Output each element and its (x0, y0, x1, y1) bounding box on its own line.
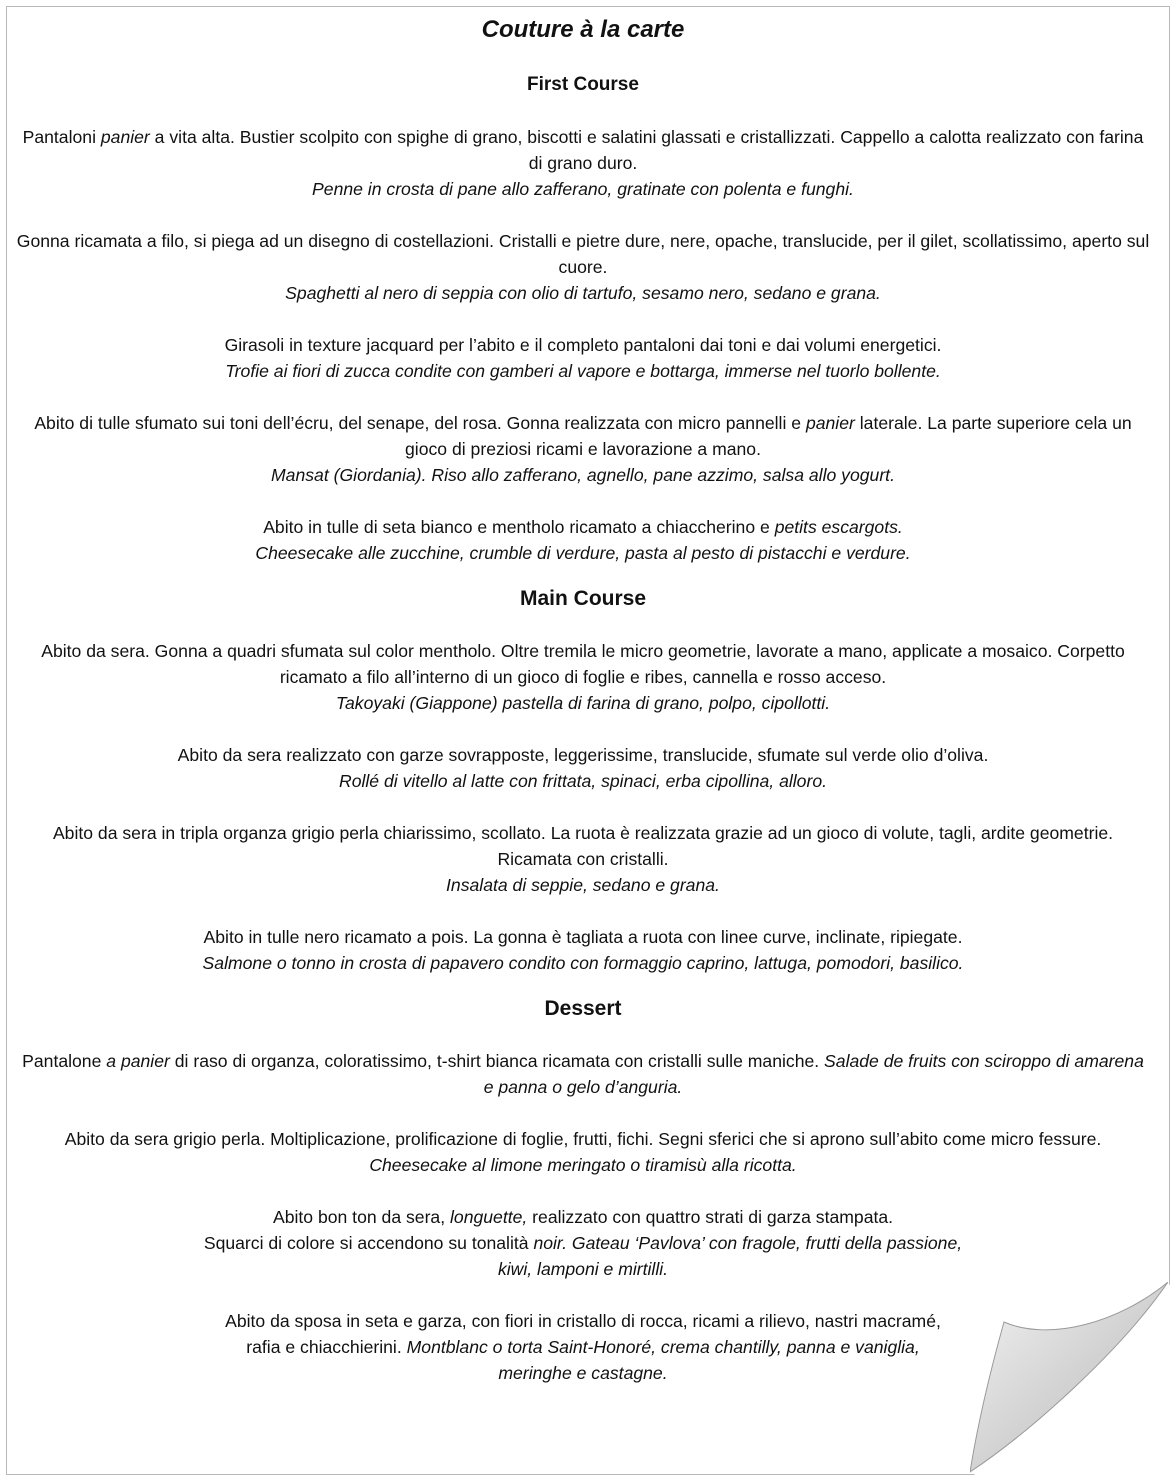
item-description: Pantaloni (22, 127, 101, 147)
item-description: realizzato con quattro strati di garza stampata. (527, 1207, 894, 1227)
menu-item (16, 1048, 1150, 1100)
item-description: a vita alta. Bustier scolpito con spighe di grano, biscotti e salatini glassati e cristallizzati. Cappello a calotta realizzato con farina di grano duro. (149, 127, 1144, 173)
item-description: laterale. La parte superiore cela un gioco di preziosi ricami e lavorazione a mano. (405, 413, 1132, 459)
menu-item (16, 124, 1150, 202)
item-dish: Mansat (Giordania). Riso allo zafferano, agnello, pane azzimo, salsa allo yogurt. (271, 465, 895, 485)
item-description: Pantalone (22, 1051, 107, 1071)
page-curl (970, 1282, 1168, 1474)
menu-item (16, 1204, 1150, 1282)
menu-item (16, 820, 1150, 898)
item-description: Abito di tulle sfumato sui toni dell’écru, del senape, del rosa. Gonna realizzata con micro pannelli e (34, 413, 806, 433)
item-description: Abito in tulle nero ricamato a pois. La gonna è tagliata a ruota con linee curve, inclinate, ripiegate. (203, 927, 963, 947)
item-dish: Salmone o tonno in crosta di papavero condito con formaggio caprino, lattuga, pomodori, basilico. (202, 953, 964, 973)
menu-item (16, 228, 1150, 306)
menu-sections (16, 72, 1150, 1386)
section-heading: Main Course (519, 587, 647, 610)
menu-item (16, 638, 1150, 716)
item-dish: Rollé di vitello al latte con frittata, spinaci, erba cipollina, alloro. (339, 771, 827, 791)
item-description: Abito da sera realizzato con garze sovrapposte, leggerissime, translucide, sfumate sul verde olio d’oliva. (177, 745, 989, 765)
item-dish: Spaghetti al nero di seppia con olio di tartufo, sesamo nero, sedano e grana. (285, 283, 881, 303)
item-description: di raso di organza, coloratissimo, t-shirt bianca ricamata con cristalli sulle maniche. (169, 1051, 825, 1071)
item-italic-text: meringhe e castagne. (498, 1363, 668, 1383)
item-description: Abito da sera in tripla organza grigio perla chiarissimo, scollato. La ruota è realizzata grazie ad un gioco di volute, tagli, ardite geometrie. Ricamata con cristalli. (52, 823, 1114, 869)
item-description: Squarci di colore si accendono su tonalità (203, 1233, 534, 1253)
item-description: Abito da sera grigio perla. Moltiplicazione, prolificazione di foglie, frutti, fichi. Segni sferici che si aprono sull’abito come micro fessure. (64, 1129, 1102, 1149)
section-heading: Dessert (544, 997, 622, 1020)
menu-item (16, 514, 1150, 566)
item-description: rafia e chiacchierini. (246, 1337, 407, 1357)
item-italic-text: noir. Gateau ‘Pavlova’ con fragole, frutti della passione, (533, 1233, 963, 1253)
section-heading: First Course (527, 74, 639, 95)
menu-item (16, 924, 1150, 976)
item-dish: Cheesecake alle zucchine, crumble di verdure, pasta al pesto di pistacchi e verdure. (255, 543, 911, 563)
item-italic-text: petits escargots. (774, 517, 903, 537)
item-description: Abito bon ton da sera, (272, 1207, 450, 1227)
document-title: Couture à la carte (481, 16, 685, 43)
menu-item (16, 1126, 1150, 1178)
menu-item (16, 332, 1150, 384)
item-dish: Trofie ai fiori di zucca condite con gamberi al vapore e bottarga, immerse nel tuorlo bollente. (225, 361, 941, 381)
item-italic-text: Montblanc o torta Saint-Honoré, crema chantilly, panna e vaniglia, (406, 1337, 920, 1357)
item-italic-text: Salade de fruits con sciroppo di amarena e panna o gelo d’anguria. (483, 1051, 1144, 1097)
item-dish: Insalata di seppie, sedano e grana. (446, 875, 720, 895)
item-description: Gonna ricamata a filo, si piega ad un disegno di costellazioni. Cristalli e pietre dure, nere, opache, translucide, per il gilet, scollatissimo, aperto sul cuore. (16, 231, 1150, 277)
item-italic-text: panier (805, 413, 855, 433)
item-italic-text: al limone meringato o tiramisù alla ricotta. (472, 1155, 797, 1175)
item-description: Girasoli in texture jacquard per l’abito e il completo pantaloni dai toni e dai volumi energetici. (224, 335, 942, 355)
item-italic-text: kiwi, lamponi e mirtilli. (497, 1259, 669, 1279)
item-dish: Takoyaki (Giappone) pastella di farina di grano, polpo, cipollotti. (335, 693, 831, 713)
item-italic-text: longuette, (450, 1207, 528, 1227)
menu-item (16, 742, 1150, 794)
item-dish: Penne in crosta di pane allo zafferano, gratinate con polenta e funghi. (312, 179, 854, 199)
item-description: Abito in tulle di seta bianco e mentholo ricamato a chiaccherino e (263, 517, 775, 537)
menu-item (16, 410, 1150, 488)
item-italic-text: Cheesecake (369, 1155, 468, 1175)
item-description: Abito da sera. Gonna a quadri sfumata sul color mentholo. Oltre tremila le micro geometrie, lavorate a mano, applicate a mosaico. Corpetto ricamato a filo all’interno di un gioco di foglie e ribes, cannella e rosso acceso. (41, 641, 1125, 687)
item-description: Abito da sposa in seta e garza, con fiori in cristallo di rocca, ricami a rilievo, nastri macramé, (225, 1311, 941, 1331)
item-italic-text: panier (100, 127, 150, 147)
menu-document (16, 10, 1150, 1412)
item-italic-text: a panier (106, 1051, 170, 1071)
